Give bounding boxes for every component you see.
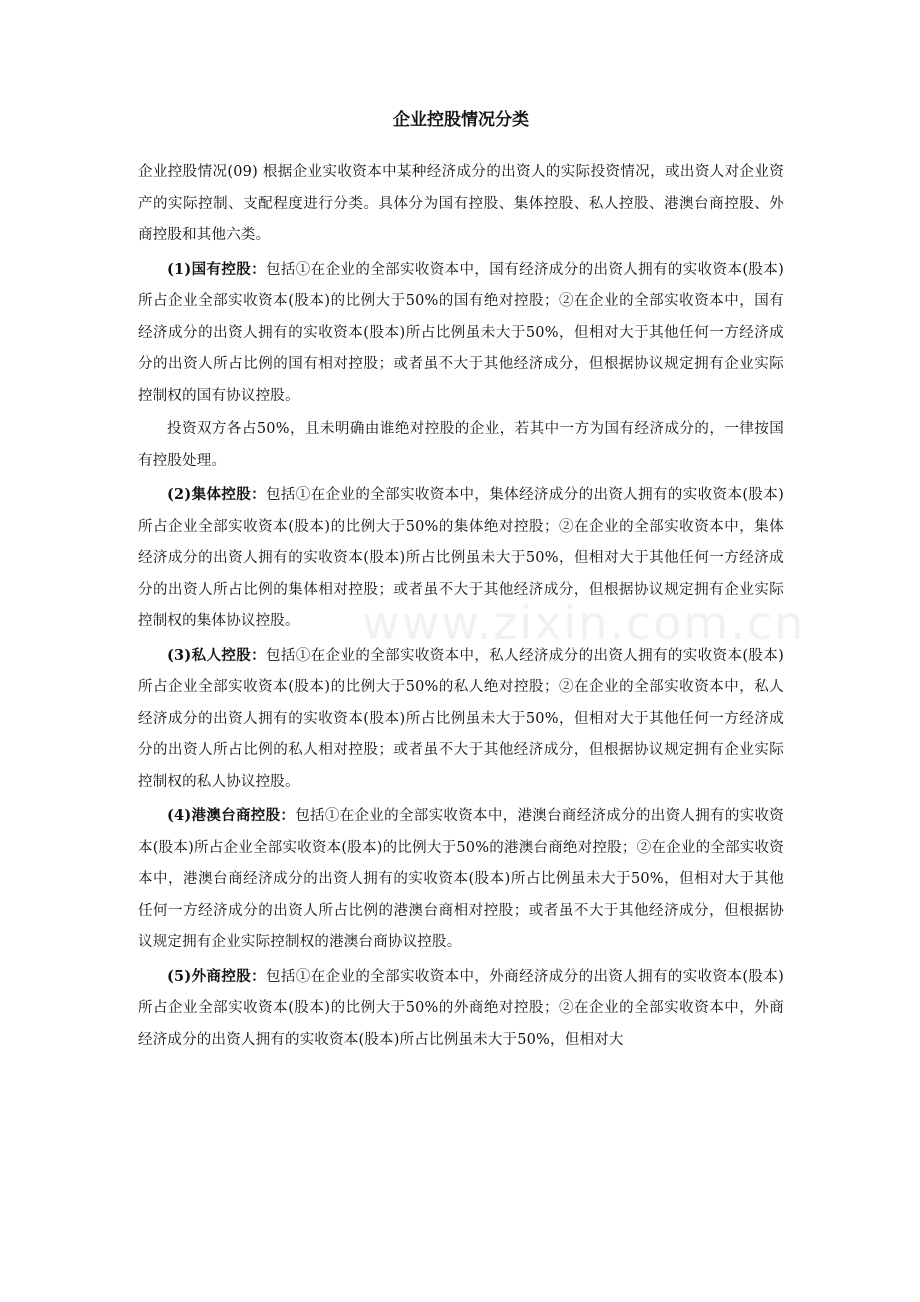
- section-state-holding: [138, 254, 784, 413]
- section-body: 包括①在企业的全部实收资本中，国有经济成分的出资人拥有的实收资本(股本)所占企业全部实收资本(股本)的比例大于50%的国有绝对控股；②在企业的全部实收资本中，国有经济成分的出资人拥有的实收资本(股本)所占比例虽未大于50%，但相对大于其他任何一方经济成分的出资人所占比例的国有相对控股；或者虽不大于其他经济成分，但根据协议规定拥有企业实际控制权的国有协议控股。: [138, 261, 784, 404]
- section-body: 包括①在企业的全部实收资本中，港澳台商经济成分的出资人拥有的实收资本(股本)所占企业全部实收资本(股本)的比例大于50%的港澳台商绝对控股；②在企业的全部实收资本中，港澳台商经济成分的出资人拥有的实收资本(股本)所占比例虽未大于50%，但相对大于其他任何一方经济成分的出资人所占比例的港澳台商相对控股；或者虽不大于其他经济成分，但根据协议规定拥有企业实际控制权的港澳台商协议控股。: [138, 808, 784, 950]
- section-private-holding: [138, 640, 784, 799]
- section-heading: (2)集体控股：: [167, 486, 267, 503]
- watermark: www.zixin.com.cn: [362, 596, 806, 650]
- section-body: 包括①在企业的全部实收资本中，外商经济成分的出资人拥有的实收资本(股本)所占企业全部实收资本(股本)的比例大于50%的外商绝对控股；②在企业的全部实收资本中，外商经济成分的出资人拥有的实收资本(股本)所占比例虽未大于50%，但相对大: [138, 968, 784, 1048]
- section-body: 包括①在企业的全部实收资本中，私人经济成分的出资人拥有的实收资本(股本)所占企业全部实收资本(股本)的比例大于50%的私人绝对控股；②在企业的全部实收资本中，私人经济成分的出资人拥有的实收资本(股本)所占比例虽未大于50%，但相对大于其他任何一方经济成分的出资人所占比例的私人相对控股；或者虽不大于其他经济成分，但根据协议规定拥有企业实际控制权的私人协议控股。: [138, 647, 784, 790]
- section-body: 包括①在企业的全部实收资本中，集体经济成分的出资人拥有的实收资本(股本)所占企业全部实收资本(股本)的比例大于50%的集体绝对控股；②在企业的全部实收资本中，集体经济成分的出资人拥有的实收资本(股本)所占比例虽未大于50%，但相对大于其他任何一方经济成分的出资人所占比例的集体相对控股；或者虽不大于其他经济成分，但根据协议规定拥有企业实际控制权的集体协议控股。: [138, 487, 784, 629]
- section-hk-macao-taiwan-holding: [138, 800, 784, 959]
- section-foreign-holding: [138, 961, 784, 1057]
- document-page: [138, 108, 784, 1058]
- section-heading: (3)私人控股：: [167, 646, 267, 664]
- note-body: 投资双方各占50%，且未明确由谁绝对控股的企业，若其中一方为国有经济成分的，一律按国有控股处理。: [138, 421, 784, 469]
- intro-paragraph: 企业控股情况(09) 根据企业实收资本中某种经济成分的出资人的实际投资情况，或出资人对企业资产的实际控制、支配程度进行分类。具体分为国有控股、集体控股、私人控股、港澳台商控股、外商控股和其他六类。: [138, 164, 784, 243]
- section-heading: (1)国有控股：: [167, 260, 267, 278]
- note-paragraph: [138, 414, 784, 477]
- section-heading: (4)港澳台商控股：: [167, 807, 296, 824]
- document-title: 企业控股情况分类: [393, 110, 529, 130]
- section-heading: (5)外商控股：: [167, 967, 267, 985]
- section-collective-holding: [138, 479, 784, 638]
